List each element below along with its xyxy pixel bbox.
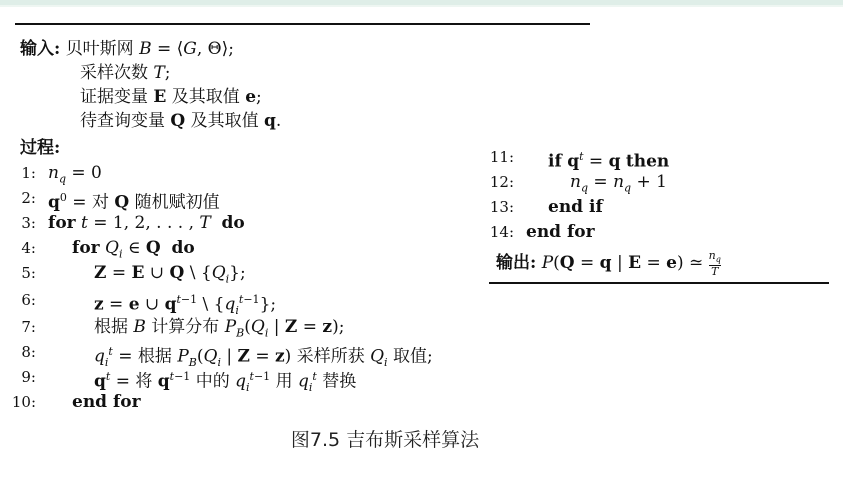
step-num-1: 1: xyxy=(21,164,36,182)
step-num-9: 9: xyxy=(21,368,36,386)
step-9: $q^t$ = 将 $q^{t-1}$ 中的 $q_i^{t-1}$ 用 $q_i^t$ 替换 xyxy=(94,370,357,395)
step-num-4: 4: xyxy=(21,239,36,257)
step-6: z = e ∪ $q^{t-1}$ \ $\{q_i^{t-1}\}$; xyxy=(94,293,277,318)
step-13: end if xyxy=(548,197,603,217)
bottom-rule xyxy=(489,282,829,284)
output-formula: P(Q = q | E = e) ≃ $\frac{n_q}{T}$ xyxy=(541,249,721,279)
input-bayes-net: 贝叶斯网 B = ⟨G, Θ⟩; xyxy=(65,39,234,59)
step-num-11: 11: xyxy=(489,148,514,166)
step-num-12: 12: xyxy=(489,173,514,191)
step-14: end for xyxy=(526,222,595,242)
step-num-14: 14: xyxy=(489,223,514,241)
step-num-6: 6: xyxy=(21,291,36,309)
step-8: $q_i^t$ = 根据 $P_B(Q_i$ | Z = z) 采样所获 $Q_i$ 取值; xyxy=(94,345,433,370)
top-rule xyxy=(15,23,590,25)
input-line-3: 证据变量 E 及其取值 e; xyxy=(80,87,262,107)
step-num-10: 10: xyxy=(11,393,36,411)
step-11: if $q^t = q$ then xyxy=(548,150,670,172)
step-10: end for xyxy=(72,392,141,412)
step-1: $n_q = 0$ xyxy=(48,163,102,186)
input-line-2: 采样次数 T; xyxy=(80,63,171,83)
step-num-5: 5: xyxy=(21,264,36,282)
output-label: 输出: xyxy=(496,253,537,274)
top-border-shade xyxy=(0,5,843,7)
step-7: 根据 B 计算分布 $P_B(Q_i$ | Z = z); xyxy=(94,317,345,340)
input-line-4: 待查询变量 Q 及其取值 q. xyxy=(80,111,282,131)
step-num-8: 8: xyxy=(21,343,36,361)
step-4: for $Q_i$ ∈ Q do xyxy=(72,238,195,261)
input-label: 输入: xyxy=(20,39,61,59)
step-12: $n_q = n_q + 1$ xyxy=(570,172,667,195)
figure-caption: 图7.5 吉布斯采样算法 xyxy=(290,429,480,451)
output-line xyxy=(496,250,721,277)
step-num-13: 13: xyxy=(489,198,514,216)
input-line-1 xyxy=(20,38,234,60)
step-2: $q^0$ = 对 Q 随机赋初值 xyxy=(48,191,220,213)
step-num-3: 3: xyxy=(21,214,36,232)
step-num-2: 2: xyxy=(21,189,36,207)
step-num-7: 7: xyxy=(21,318,36,336)
process-label: 过程: xyxy=(20,138,61,158)
step-5: Z = E ∪ Q \ $\{Q_i\}$; xyxy=(94,263,246,286)
step-3: for t = 1, 2, . . . , T do xyxy=(48,213,245,233)
